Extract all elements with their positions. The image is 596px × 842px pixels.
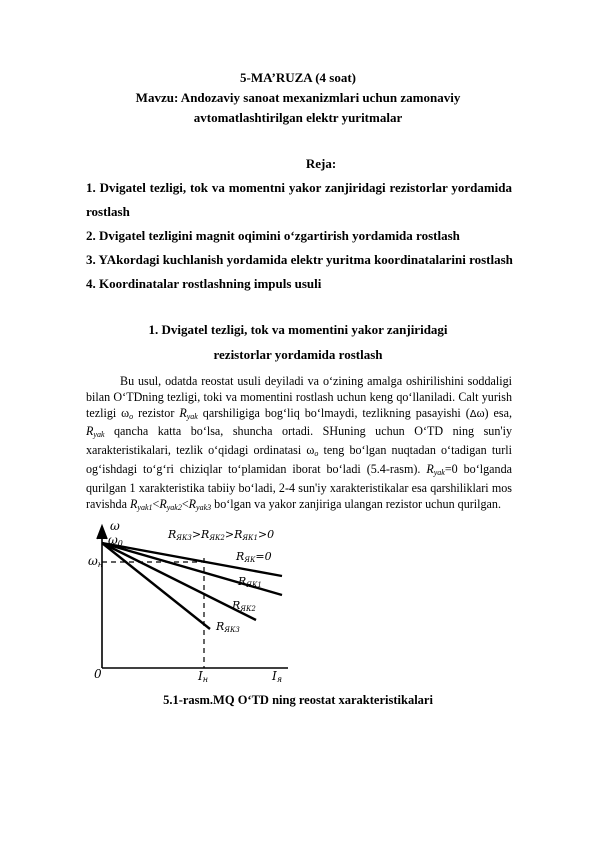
svg-text:RЯК=0: RЯК=0: [236, 550, 272, 564]
figure-caption: 5.1-rasm.MQ O‘TD ning reostat xarakteristikalari: [163, 693, 433, 707]
svg-text:ω: ω: [110, 519, 120, 533]
svg-text:Iя: Iя: [272, 669, 283, 684]
section-title-line-2: rezistorlar yordamida rostlash: [213, 347, 383, 362]
body-paragraph: Bu usul, odatda reostat usuli deyiladi va o‘zining amalga oshirilishini soddaligi bilan O‘TDning tezligi, toki va momentini rostlash uchun keng qo‘llaniladi. Calt yurish tezligi $\omega_o$ rezistor $R_{yak}$ qarshiligiga bog‘liq bo‘lmaydi, tezlikning pasayishi (Δω) esa, $R_{yak}$ qancha katta bo‘lsa, shuncha ortadi. SHuning uchun O‘TD ning sun'iy xarakteristikalari, tezlik o‘qidagi ordinatasi $\omega_o$ teng bo‘lgan nuqtadan o‘tadigan turli og‘ishdagi to‘g‘ri chiziqlar to‘plamidan iborat bo‘ladi (5.4-rasm). $R_{yak}=0$ bo‘lganda qurilgan 1 xarakteristika tabiiy bo‘ladi, 2-4 sun'iy xarakteristikalar esa qarshiliklari mos ravishda $R_{yak1}<R_{yak2}<R_{yak3}$ bo‘lgan va yakor zanjiriga ulangan rezistor uchun qurilgan.: [86, 374, 512, 512]
svg-text:RЯК2: RЯК2: [232, 599, 256, 613]
lecture-heading: 5-MA’RUZA (4 soat): [239, 70, 357, 85]
svg-text:Iн: Iн: [198, 669, 209, 684]
top-label: [167, 528, 274, 542]
svg-text:RЯК1: RЯК1: [238, 575, 262, 589]
section-title-line-1: 1. Dvigatel tezligi, tok va momentini yakor zanjiridagi: [148, 322, 448, 337]
plan-item-4: 4. Koordinatalar rostlashning impuls usuli: [86, 276, 322, 291]
topic-line-2: avtomatlashtirilgan elektr yuritmalar: [193, 110, 403, 125]
axis-labels: [88, 519, 282, 684]
plan-item-3: 3. YAkordagi kuchlanish yordamida elektr yuritma koordinatalarini rostlash: [86, 252, 513, 267]
svg-text:0: 0: [94, 667, 102, 681]
svg-text:RЯК3>RЯК2>RЯК1>0: RЯК3>RЯК2>RЯК1>0: [168, 528, 275, 542]
svg-text:ω0: ω0: [108, 533, 123, 548]
line-rjak3: [102, 543, 210, 629]
topic-line-1: Mavzu: Andozaviy sanoat mexanizmlari uchun zamonaviy: [135, 90, 461, 105]
svg-text:ωн: ωн: [88, 554, 104, 569]
svg-text:RЯК3: RЯК3: [216, 620, 240, 634]
plan-item-2: 2. Dvigatel tezligini magnit oqimini o‘zgartirish yordamida rostlash: [86, 228, 460, 243]
reostat-characteristics-figure: [86, 518, 298, 690]
plan-item-1-line2: rostlash: [86, 204, 130, 219]
plan-title: Reja:: [305, 156, 337, 171]
curve-labels: [215, 550, 272, 634]
plan-item-1-line1: 1. Dvigatel tezligi, tok va momentni yakor zanjiridagi rezistorlar yordamida: [86, 180, 512, 195]
